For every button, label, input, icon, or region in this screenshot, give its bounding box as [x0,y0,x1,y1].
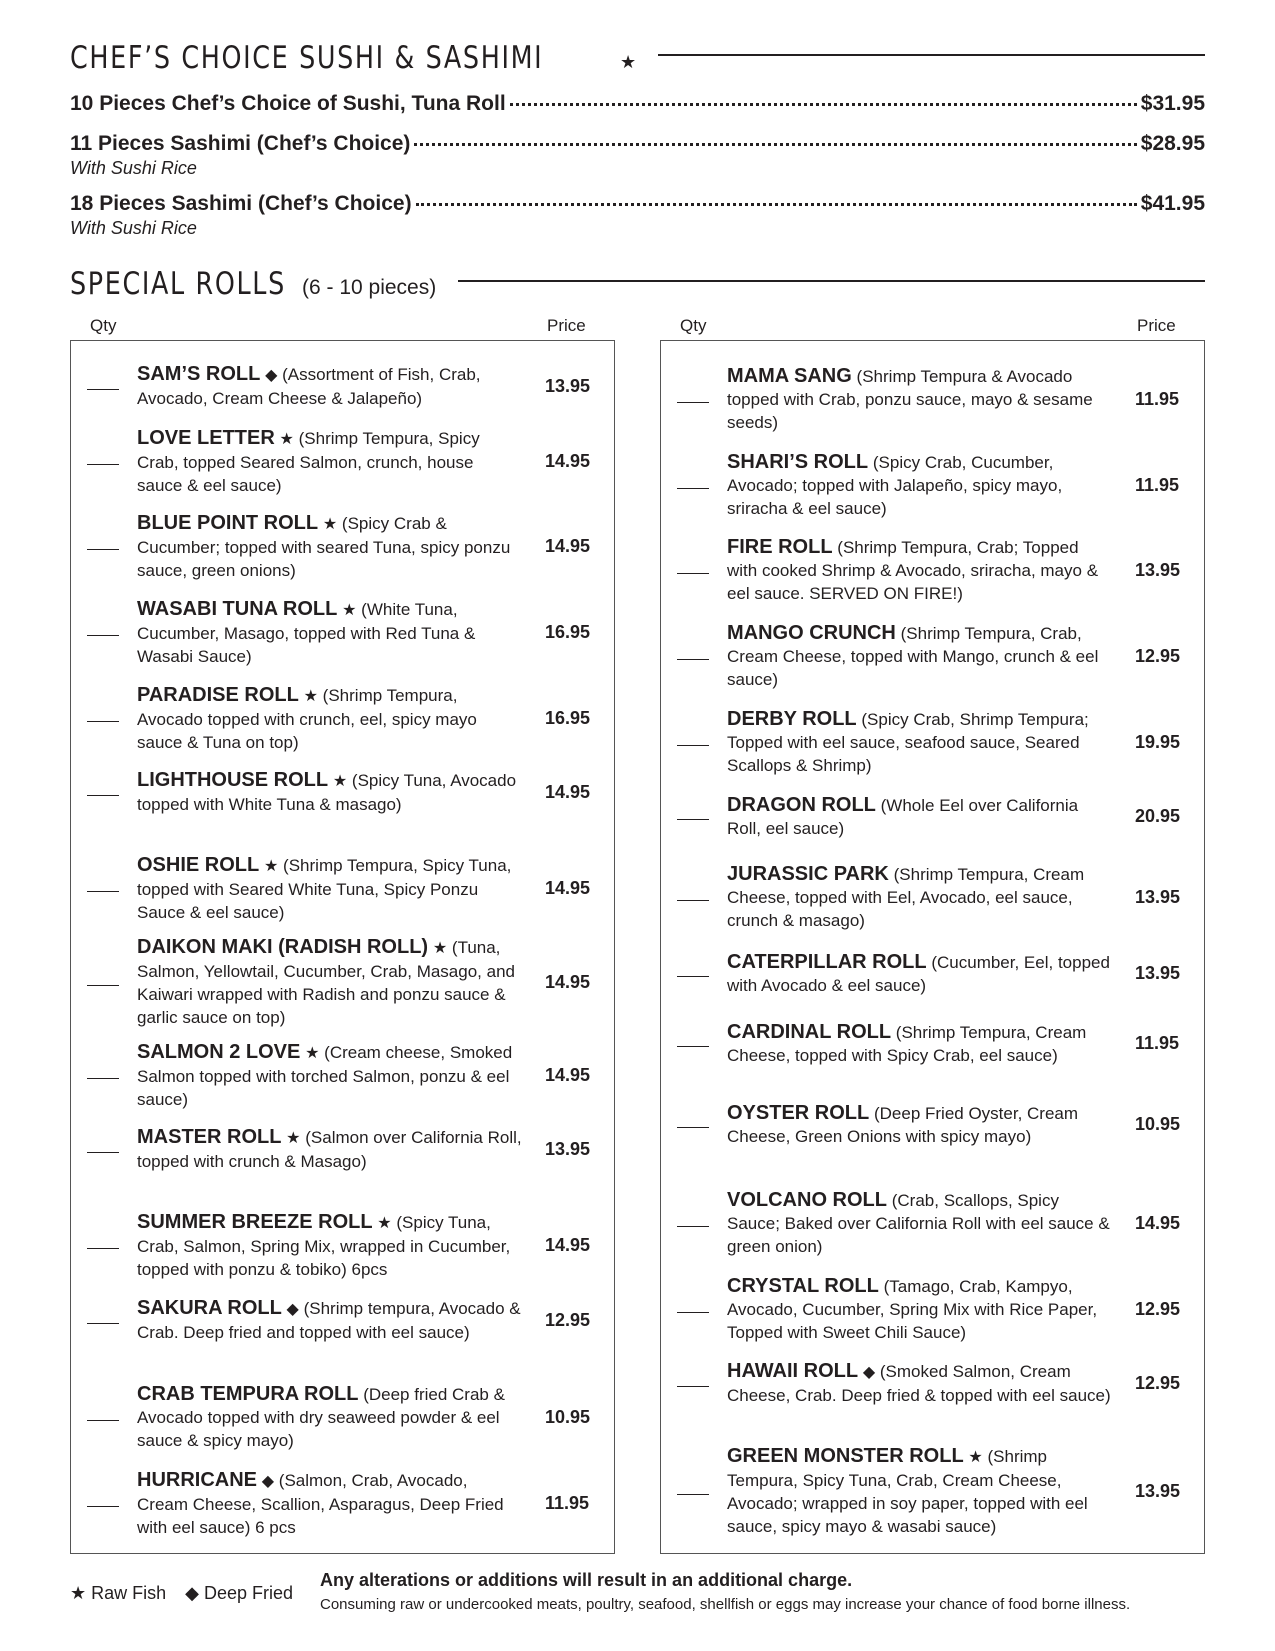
roll-ingredients: (Assortment of Fish, Crab, Avocado, Cream Cheese & Jalapeño) [137,365,481,408]
roll-price: 14.95 [545,1065,591,1085]
roll-name: JURASSIC PARK [727,863,889,885]
roll-price: 14.95 [1135,1212,1181,1233]
roll-price: 14.95 [545,536,591,556]
qty-blank[interactable] [677,402,709,403]
roll-description [727,622,1112,691]
legend-deep-fried: ◆ Deep Fried [185,1583,294,1603]
qty-blank[interactable] [87,1248,119,1249]
qty-blank[interactable] [87,389,119,390]
star-icon: ★ [968,1449,983,1466]
special-rolls-heading [70,266,1205,302]
roll-ingredients: (Spicy Crab, Cucumber, Avocado; topped with Jalapeño, spicy mayo, sriracha & eel sauce) [727,453,1063,518]
roll-ingredients: (Salmon over California Roll, topped with crunch & Masago) [137,1128,522,1171]
roll-price: 12.95 [545,1309,591,1330]
chef-item-price: $28.95 [1140,132,1205,155]
roll-price: 11.95 [1135,1033,1180,1053]
roll-description [137,854,522,924]
roll-price: 10.95 [1135,1114,1181,1134]
roll-ingredients: (Spicy Crab & Cucumber; topped with seared Tuna, spicy ponzu sauce, green onions) [137,514,511,580]
chef-item-price: $31.95 [1140,92,1205,115]
qty-blank[interactable] [677,1226,709,1227]
star-icon: ★ [286,1130,301,1147]
qty-blank[interactable] [87,721,119,722]
roll-name: MAMA SANG [727,365,852,387]
roll-description [727,365,1112,434]
roll-ingredients: (Shrimp Tempura & Avocado topped with Crab, ponzu sauce, mayo & sesame seeds) [727,367,1093,432]
roll-name: SALMON 2 LOVE [137,1041,301,1063]
roll-name: LIGHTHOUSE ROLL [137,769,329,791]
roll-description [727,1275,1112,1344]
diamond-icon: ◆ [286,1301,299,1318]
chef-item-name: 11 Pieces Sashimi (Chef’s Choice) [70,132,411,155]
star-icon: ★ [305,1045,320,1062]
qty-blank[interactable] [677,900,709,901]
roll-price: 11.95 [1135,474,1180,495]
roll-description [727,708,1112,777]
alterations-notice: Any alterations or additions will result in an additional charge. [320,1570,853,1590]
chef-item-note: With Sushi Rice [70,158,197,178]
roll-name: LOVE LETTER [137,427,275,449]
chef-item [70,92,1205,132]
roll-name: CRYSTAL ROLL [727,1275,879,1297]
roll-name: DERBY ROLL [727,708,857,730]
qty-blank[interactable] [87,985,119,986]
roll-description [137,1126,522,1173]
roll-ingredients: (Tamago, Crab, Kampyo, Avocado, Cucumber, Spring Mix with Rice Paper, Topped with Sweet Chili Sauce) [727,1277,1098,1342]
roll-name: CARDINAL ROLL [727,1021,892,1043]
roll-description [137,1211,522,1281]
roll-ingredients: (Shrimp Tempura, Crab; Topped with cooked Shrimp & Avocado, sriracha, mayo & eel sauce. SERVED ON FIRE!) [727,538,1099,603]
roll-name: SUMMER BREEZE ROLL [137,1211,373,1233]
roll-price: 19.95 [1135,731,1181,752]
roll-price: 13.95 [545,375,591,396]
food-safety-warning: Consuming raw or undercooked meats, poultry, seafood, shellfish or eggs may increase your chance of food borne illness. [320,1596,1131,1613]
roll-description [727,794,1112,840]
roll-name: VOLCANO ROLL [727,1189,887,1211]
roll-price: 16.95 [545,708,591,728]
price-header-right: Price [1137,316,1176,335]
qty-blank[interactable] [677,488,709,489]
roll-description [137,1469,522,1539]
chef-item-name: 10 Pieces Chef’s Choice of Sushi, Tuna Roll [70,92,506,115]
roll-price: 20.95 [1135,806,1181,826]
qty-blank[interactable] [677,745,709,746]
roll-ingredients: (Shrimp tempura, Avocado & Crab. Deep fried and topped with eel sauce) [137,1299,521,1342]
roll-price: 14.95 [545,451,591,471]
roll-price: 16.95 [545,622,591,642]
roll-ingredients: (Smoked Salmon, Cream Cheese, Crab. Deep fried & topped with eel sauce) [727,1362,1111,1405]
roll-price: 13.95 [1135,886,1181,907]
roll-ingredients: (Spicy Crab, Shrimp Tempura; Topped with eel sauce, seafood sauce, Seared Scallops & Shrimp) [727,710,1089,775]
roll-name: OSHIE ROLL [137,854,260,876]
heading-rule [458,280,1205,282]
roll-name: PARADISE ROLL [137,684,299,706]
qty-blank[interactable] [677,1046,709,1047]
roll-price: 12.95 [1135,1372,1181,1393]
roll-description [137,427,522,497]
roll-price: 14.95 [545,878,591,898]
qty-blank[interactable] [677,976,709,977]
roll-name: CRAB TEMPURA ROLL [137,1383,359,1405]
roll-description [137,684,522,754]
roll-ingredients: (Spicy Tuna, Avocado topped with White Tuna & masago) [137,771,517,814]
roll-price: 13.95 [545,1138,591,1159]
roll-price: 12.95 [1135,1298,1181,1319]
dot-leader [414,143,1136,146]
roll-description [137,936,522,1029]
star-icon: ★ [263,858,279,875]
qty-blank[interactable] [677,1127,709,1128]
qty-blank[interactable] [87,549,119,550]
roll-description [727,1102,1112,1148]
roll-ingredients: (Spicy Tuna, Crab, Salmon, Spring Mix, wrapped in Cucumber, topped with ponzu & tobiko) 6pcs [137,1213,511,1279]
roll-description [137,512,522,582]
chefs-choice-title: CHEF’S CHOICE SUSHI & SASHIMI [70,40,544,76]
roll-description [727,1189,1112,1258]
roll-description [727,1360,1112,1407]
chef-item-note: With Sushi Rice [70,218,197,238]
legend [70,1583,307,1604]
roll-name: HURRICANE [137,1469,257,1491]
roll-ingredients: (Deep fried Crab & Avocado topped with dry seaweed powder & eel sauce & spicy mayo) [137,1385,505,1450]
qty-blank[interactable] [87,635,119,636]
diamond-icon: ◆ [265,367,278,384]
roll-name: OYSTER ROLL [727,1102,870,1124]
roll-name: MASTER ROLL [137,1126,282,1148]
roll-name: HAWAII ROLL [727,1360,859,1382]
star-icon: ★ [303,688,318,705]
star-icon: ★ [377,1215,392,1232]
qty-blank[interactable] [87,1152,119,1153]
qty-blank[interactable] [677,1386,709,1387]
chef-item-name: 18 Pieces Sashimi (Chef’s Choice) [70,192,412,215]
roll-name: SAKURA ROLL [137,1297,282,1319]
roll-price: 14.95 [545,781,591,802]
roll-name: DAIKON MAKI (RADISH ROLL) [137,936,429,958]
chefs-choice-heading [70,40,1205,76]
qty-blank[interactable] [87,464,119,465]
price-header-left: Price [547,316,586,335]
roll-name: MANGO CRUNCH [727,622,896,644]
special-rolls-title: SPECIAL ROLLS [70,266,286,302]
special-rolls-subtitle: (6 - 10 pieces) [302,276,437,299]
qty-header-left: Qty [90,316,117,335]
rolls-box-left [70,340,615,1554]
qty-blank[interactable] [87,795,119,796]
roll-description [727,951,1112,997]
roll-price: 11.95 [1135,388,1180,409]
roll-description [137,1383,522,1452]
roll-ingredients: (Shrimp Tempura, Avocado topped with crunch, eel, spicy mayo sauce & Tuna on top) [137,686,477,752]
roll-ingredients: (Shrimp Tempura, Crab, Cream Cheese, topped with Mango, crunch & eel sauce) [727,624,1099,689]
roll-ingredients: (Shrimp Tempura, Spicy Tuna, Crab, Cream Cheese, Avocado; wrapped in soy paper, topped with eel sauce, spicy mayo & wasabi sauce) [727,1447,1088,1536]
chef-item-price: $41.95 [1140,192,1205,215]
roll-ingredients: (Shrimp Tempura, Cream Cheese, topped with Spicy Crab, eel sauce) [727,1023,1087,1065]
qty-blank[interactable] [87,1323,119,1324]
roll-description [137,363,522,410]
roll-description [727,863,1112,932]
roll-name: SHARI’S ROLL [727,451,869,473]
roll-description [137,598,522,668]
star-icon: ★ [620,52,637,73]
star-icon: ★ [432,940,448,957]
roll-ingredients: (White Tuna, Cucumber, Masago, topped with Red Tuna & Wasabi Sauce) [137,600,476,666]
star-icon: ★ [279,431,294,448]
chef-item [70,132,1205,192]
qty-blank[interactable] [677,1494,709,1495]
roll-price: 13.95 [1135,963,1181,983]
roll-ingredients: (Cucumber, Eel, topped with Avocado & eel sauce) [727,953,1110,995]
roll-ingredients: (Crab, Scallops, Spicy Sauce; Baked over California Roll with eel sauce & green onion) [727,1191,1110,1256]
roll-price: 14.95 [545,971,591,992]
roll-name: WASABI TUNA ROLL [137,598,338,620]
roll-price: 10.95 [545,1406,591,1427]
qty-blank[interactable] [677,819,709,820]
roll-price: 11.95 [545,1493,590,1513]
roll-description [137,769,522,816]
chefs-choice-list [70,92,1205,252]
qty-blank[interactable] [677,659,709,660]
qty-blank[interactable] [677,573,709,574]
qty-blank[interactable] [677,1312,709,1313]
rolls-box-right [660,340,1205,1554]
diamond-icon: ◆ [862,1364,876,1381]
roll-name: DRAGON ROLL [727,794,876,816]
legend-raw-fish: ★ Raw Fish [70,1583,167,1603]
roll-description [137,1297,522,1344]
heading-rule [658,54,1205,56]
roll-description [727,1445,1112,1538]
roll-ingredients: (Shrimp Tempura, Spicy Tuna, topped with Seared White Tuna, Spicy Ponzu Sauce & eel sauce) [137,856,512,922]
roll-name: CATERPILLAR ROLL [727,951,927,973]
roll-ingredients: (Shrimp Tempura, Spicy Crab, topped Seared Salmon, crunch, house sauce & eel sauce) [137,429,480,495]
roll-price: 13.95 [1135,559,1181,580]
qty-blank[interactable] [87,1506,119,1507]
roll-ingredients: (Cream cheese, Smoked Salmon topped with torched Salmon, ponzu & eel sauce) [137,1043,513,1109]
roll-ingredients: (Tuna, Salmon, Yellowtail, Cucumber, Crab, Masago, and Kaiwari wrapped with Radish and ponzu sauce & garlic sauce on top) [137,938,515,1027]
roll-ingredients: (Shrimp Tempura, Cream Cheese, topped with Eel, Avocado, eel sauce, crunch & masago) [727,865,1085,930]
roll-description [727,536,1112,605]
roll-price: 13.95 [1135,1480,1181,1501]
roll-price: 14.95 [545,1235,591,1255]
roll-description [727,451,1112,520]
chef-item [70,192,1205,252]
diamond-icon: ◆ [261,1473,275,1490]
roll-name: BLUE POINT ROLL [137,512,319,534]
roll-name: SAM’S ROLL [137,363,261,385]
roll-ingredients: (Deep Fried Oyster, Cream Cheese, Green Onions with spicy mayo) [727,1104,1079,1146]
roll-price: 12.95 [1135,645,1181,666]
star-icon: ★ [322,516,338,533]
star-icon: ★ [332,773,348,790]
roll-description [137,1041,522,1111]
dot-leader [510,103,1137,106]
qty-blank[interactable] [87,1078,119,1079]
qty-blank[interactable] [87,891,119,892]
roll-description [727,1021,1112,1067]
qty-blank[interactable] [87,1420,119,1421]
roll-name: GREEN MONSTER ROLL [727,1445,964,1467]
roll-name: FIRE ROLL [727,536,833,558]
roll-ingredients: (Salmon, Crab, Avocado, Cream Cheese, Scallion, Asparagus, Deep Fried with eel sauce) 6 pcs [137,1471,504,1537]
star-icon: ★ [342,602,357,619]
roll-ingredients: (Whole Eel over California Roll, eel sauce) [727,796,1079,838]
dot-leader [416,203,1137,206]
qty-header-right: Qty [680,316,707,335]
